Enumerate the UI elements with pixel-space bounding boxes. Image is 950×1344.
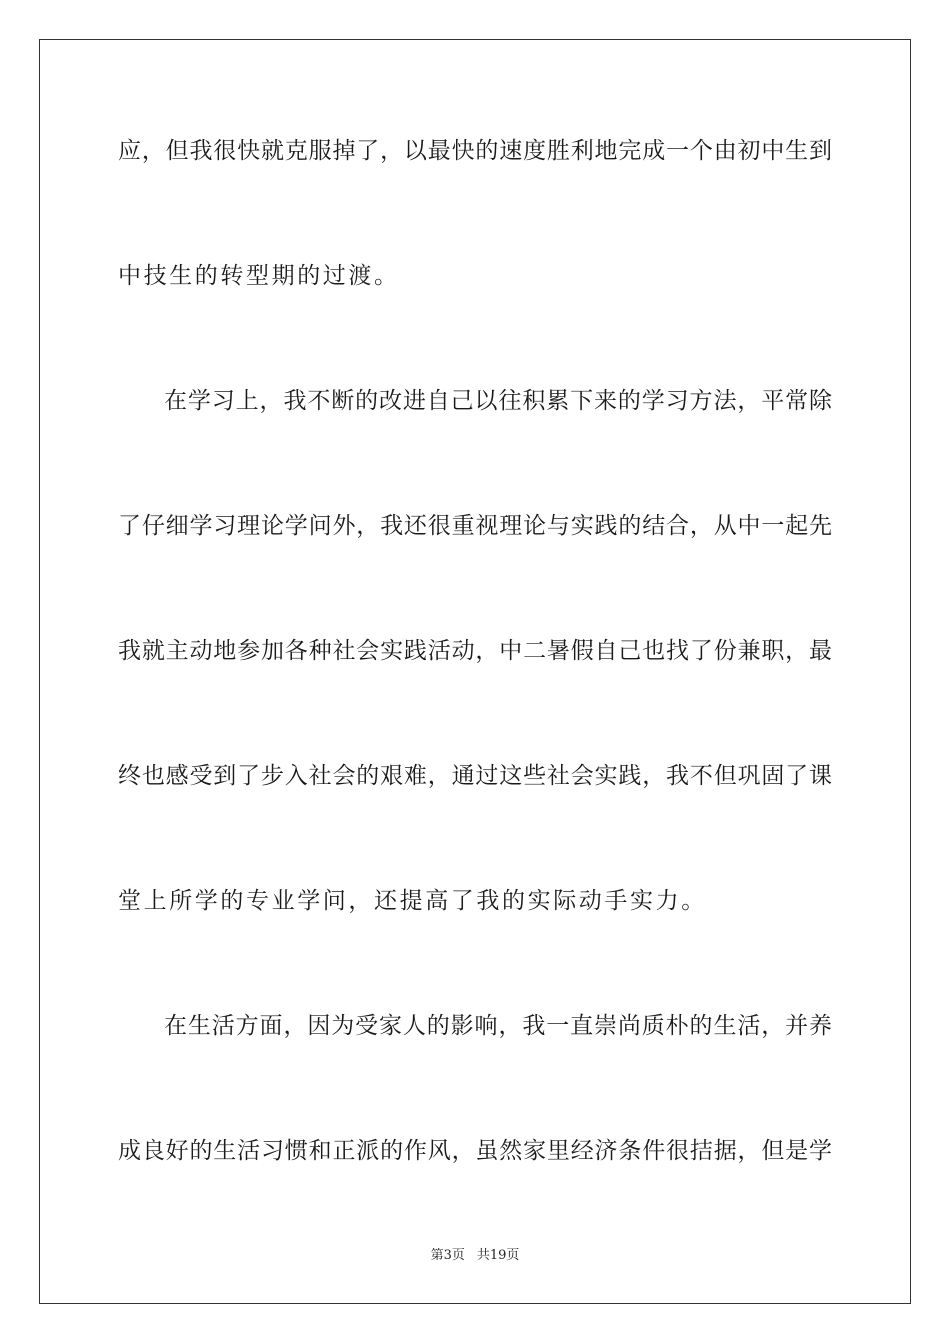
paragraph-3-line-1: 在生活方面，因为受家人的影响，我一直崇尚质朴的生活，并养 — [164, 1013, 832, 1039]
paragraph-2-line-4: 终也感受到了步入社会的艰难，通过这些社会实践，我不但巩固了课 — [118, 763, 832, 789]
total-pages: 共19页 — [476, 1248, 520, 1263]
body-line-2: 中技生的转型期的过渡。 — [118, 263, 400, 289]
page-footer — [0, 1248, 950, 1264]
current-page-number: 第3页 — [430, 1248, 465, 1263]
paragraph-2-line-3: 我就主动地参加各种社会实践活动，中二暑假自己也找了份兼职，最 — [118, 638, 832, 664]
body-line-1: 应，但我很快就克服掉了，以最快的速度胜利地完成一个由初中生到 — [118, 138, 832, 164]
paragraph-2-line-5: 堂上所学的专业学问，还提高了我的实际动手实力。 — [118, 888, 707, 914]
page-border — [39, 39, 911, 1304]
paragraph-2-line-2: 了仔细学习理论学问外，我还很重视理论与实践的结合，从中一起先 — [118, 513, 832, 539]
paragraph-3-line-2: 成良好的生活习惯和正派的作风，虽然家里经济条件很拮据，但是学 — [118, 1138, 832, 1164]
paragraph-2-line-1: 在学习上，我不断的改进自己以往积累下来的学习方法，平常除 — [164, 388, 832, 414]
